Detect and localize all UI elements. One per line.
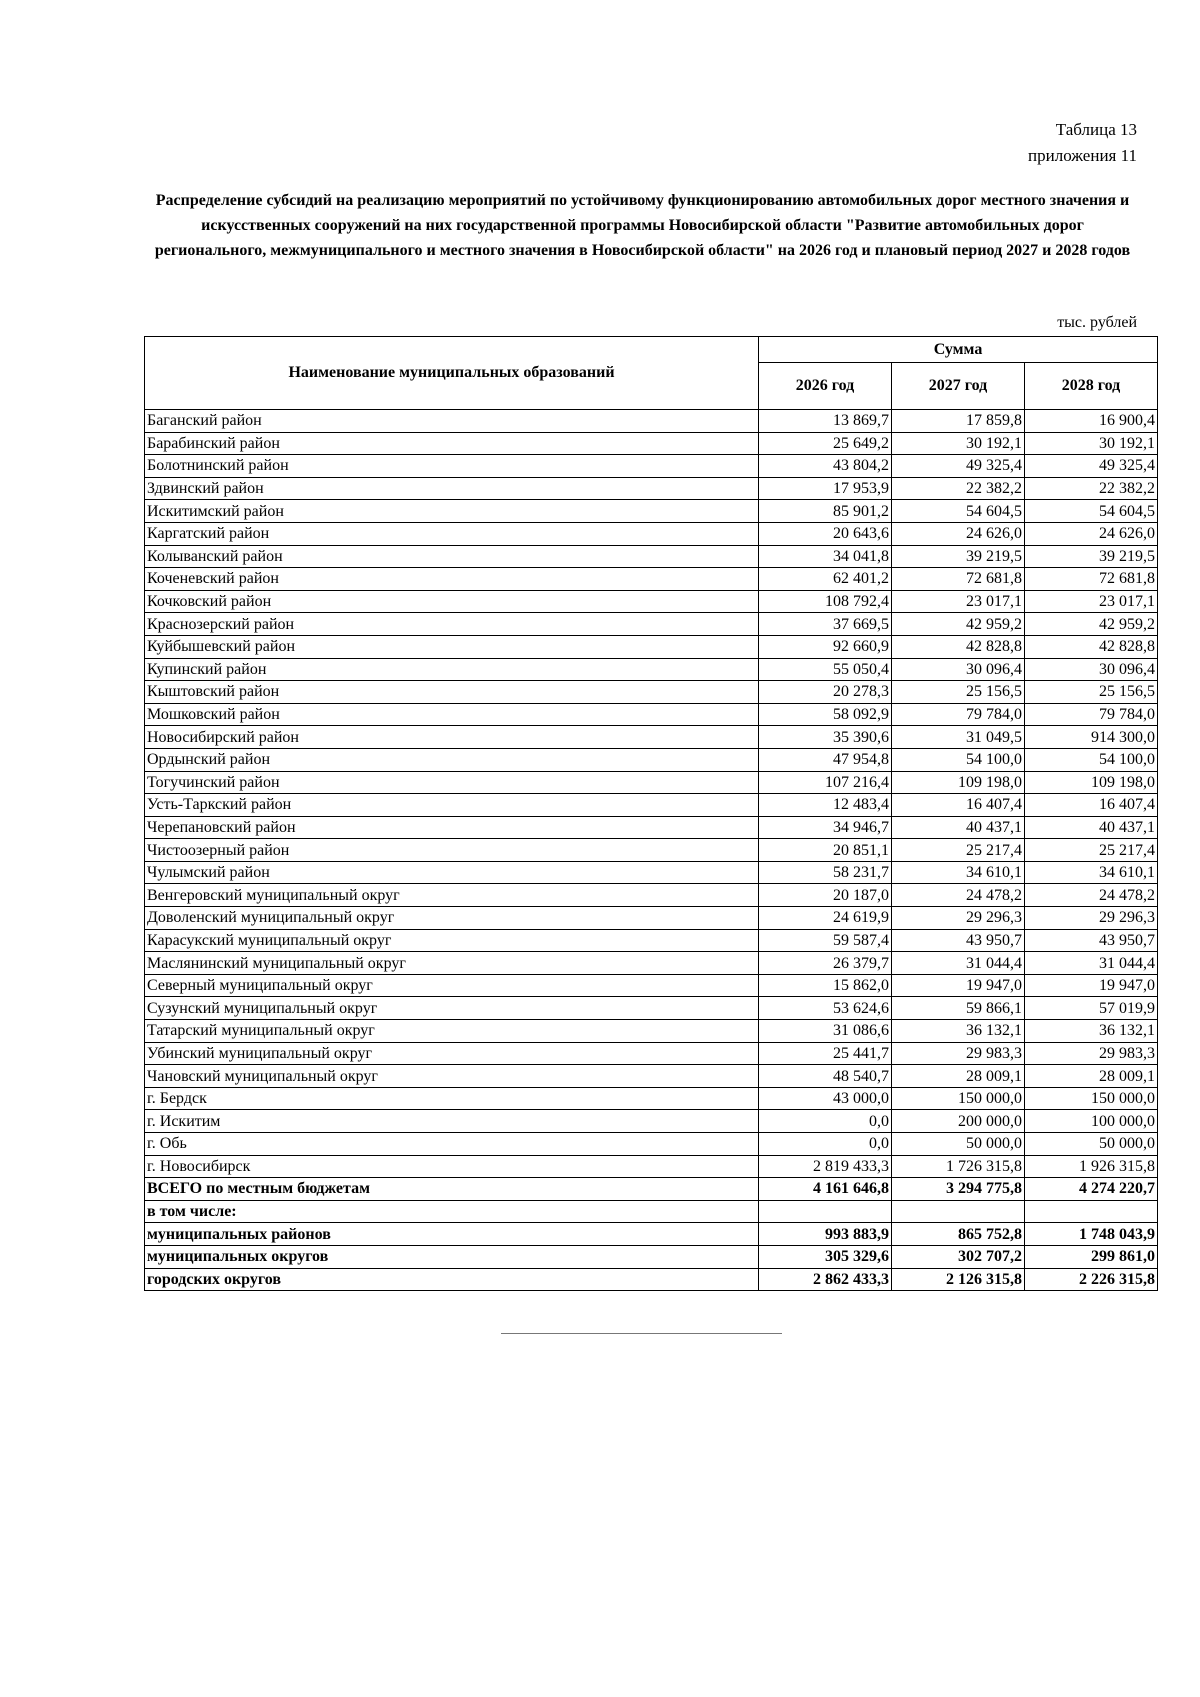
amount-2027-cell: 31 044,4	[892, 952, 1025, 975]
table-row	[145, 1155, 1158, 1178]
table-row	[145, 1110, 1158, 1133]
amount-2028-cell: 24 626,0	[1025, 522, 1158, 545]
municipality-name-cell: Новосибирский район	[145, 726, 759, 749]
municipality-name-cell: Куйбышевский район	[145, 635, 759, 658]
table-row	[145, 839, 1158, 862]
subsidy-table	[144, 336, 1158, 1291]
table-row	[145, 884, 1158, 907]
amount-2026-cell: 17 953,9	[759, 477, 892, 500]
municipality-name-cell: Чановский муниципальный округ	[145, 1065, 759, 1088]
amount-2026-cell: 53 624,6	[759, 997, 892, 1020]
municipality-name-cell: Мошковский район	[145, 703, 759, 726]
amount-2027-cell: 39 219,5	[892, 545, 1025, 568]
table-row	[145, 771, 1158, 794]
table-row	[145, 794, 1158, 817]
amount-2028-cell: 39 219,5	[1025, 545, 1158, 568]
table-total-row	[145, 1245, 1158, 1268]
municipality-name-cell: Баганский район	[145, 410, 759, 433]
table-row	[145, 929, 1158, 952]
amount-2027-cell: 42 959,2	[892, 613, 1025, 636]
amount-2028-cell: 109 198,0	[1025, 771, 1158, 794]
table-row	[145, 568, 1158, 591]
amount-2027-cell: 72 681,8	[892, 568, 1025, 591]
amount-2027-cell: 30 096,4	[892, 658, 1025, 681]
amount-2026-cell: 13 869,7	[759, 410, 892, 433]
amount-2027-cell: 34 610,1	[892, 861, 1025, 884]
amount-2026-cell: 26 379,7	[759, 952, 892, 975]
municipality-name-cell: Черепановский район	[145, 816, 759, 839]
table-row	[145, 455, 1158, 478]
amount-2028-cell: 25 217,4	[1025, 839, 1158, 862]
amount-2027-cell: 23 017,1	[892, 590, 1025, 613]
amount-2028-cell: 31 044,4	[1025, 952, 1158, 975]
municipality-name-cell: Коченевский район	[145, 568, 759, 591]
amount-2026-cell: 20 643,6	[759, 522, 892, 545]
amount-2028-cell: 36 132,1	[1025, 1020, 1158, 1043]
amount-2028-cell: 24 478,2	[1025, 884, 1158, 907]
table-row	[145, 545, 1158, 568]
annex-appendix-number: приложения 11	[1028, 146, 1137, 165]
amount-2027-cell: 54 604,5	[892, 500, 1025, 523]
amount-2027-cell: 50 000,0	[892, 1133, 1025, 1156]
table-row	[145, 500, 1158, 523]
amount-2027-cell: 49 325,4	[892, 455, 1025, 478]
municipality-name-cell: в том числе:	[145, 1200, 759, 1223]
table-row	[145, 658, 1158, 681]
municipality-name-cell: Карасукский муниципальный округ	[145, 929, 759, 952]
document-title: Распределение субсидий на реализацию мероприятий по устойчивому функционированию автомобильных дорог местного значения и искусственных сооружений на них государственной программы Новосибирской области "Развитие автомобильных дорог регионального, межмуниципального и местного значения в Новосибирской области" на 2026 год и плановый период 2027 и 2028 годов	[154, 192, 1131, 259]
amount-2026-cell: 34 946,7	[759, 816, 892, 839]
amount-2026-cell: 48 540,7	[759, 1065, 892, 1088]
amount-2027-cell: 302 707,2	[892, 1245, 1025, 1268]
table-row	[145, 410, 1158, 433]
amount-2027-cell: 29 296,3	[892, 907, 1025, 930]
amount-2026-cell	[759, 1200, 892, 1223]
amount-2028-cell: 49 325,4	[1025, 455, 1158, 478]
amount-2026-cell: 2 819 433,3	[759, 1155, 892, 1178]
amount-2027-cell: 17 859,8	[892, 410, 1025, 433]
amount-2028-cell: 1 926 315,8	[1025, 1155, 1158, 1178]
amount-2028-cell: 42 828,8	[1025, 635, 1158, 658]
amount-2027-cell: 24 626,0	[892, 522, 1025, 545]
table-total-row	[145, 1223, 1158, 1246]
municipality-name-cell: г. Бердск	[145, 1087, 759, 1110]
amount-2027-cell: 200 000,0	[892, 1110, 1025, 1133]
amount-2028-cell: 40 437,1	[1025, 816, 1158, 839]
amount-2028-cell: 16 900,4	[1025, 410, 1158, 433]
table-row	[145, 522, 1158, 545]
table-row	[145, 477, 1158, 500]
municipality-name-cell: Тогучинский район	[145, 771, 759, 794]
table-row	[145, 816, 1158, 839]
amount-2026-cell: 47 954,8	[759, 748, 892, 771]
amount-2027-cell: 43 950,7	[892, 929, 1025, 952]
units-label: тыс. рублей	[1057, 314, 1137, 331]
municipality-name-cell: Чулымский район	[145, 861, 759, 884]
amount-2028-cell: 299 861,0	[1025, 1245, 1158, 1268]
amount-2028-cell: 43 950,7	[1025, 929, 1158, 952]
municipality-name-cell: Каргатский район	[145, 522, 759, 545]
table-body	[145, 410, 1158, 1291]
amount-2027-cell: 40 437,1	[892, 816, 1025, 839]
amount-2028-cell: 42 959,2	[1025, 613, 1158, 636]
header-year-2026: 2026 год	[759, 363, 892, 410]
municipality-name-cell: Татарский муниципальный округ	[145, 1020, 759, 1043]
amount-2027-cell: 36 132,1	[892, 1020, 1025, 1043]
municipality-name-cell: Кочковский район	[145, 590, 759, 613]
table-row	[145, 1042, 1158, 1065]
amount-2027-cell: 54 100,0	[892, 748, 1025, 771]
municipality-name-cell: муниципальных районов	[145, 1223, 759, 1246]
amount-2028-cell: 57 019,9	[1025, 997, 1158, 1020]
table-total-row	[145, 1268, 1158, 1291]
municipality-name-cell: Маслянинский муниципальный округ	[145, 952, 759, 975]
amount-2026-cell: 4 161 646,8	[759, 1178, 892, 1201]
municipality-name-cell: Краснозерский район	[145, 613, 759, 636]
amount-2027-cell: 42 828,8	[892, 635, 1025, 658]
municipality-name-cell: городских округов	[145, 1268, 759, 1291]
amount-2027-cell: 1 726 315,8	[892, 1155, 1025, 1178]
amount-2028-cell: 79 784,0	[1025, 703, 1158, 726]
municipality-name-cell: Убинский муниципальный округ	[145, 1042, 759, 1065]
amount-2028-cell: 25 156,5	[1025, 681, 1158, 704]
amount-2026-cell: 34 041,8	[759, 545, 892, 568]
amount-2027-cell: 29 983,3	[892, 1042, 1025, 1065]
amount-2028-cell: 23 017,1	[1025, 590, 1158, 613]
amount-2028-cell: 34 610,1	[1025, 861, 1158, 884]
municipality-name-cell: Венгеровский муниципальный округ	[145, 884, 759, 907]
table-row	[145, 952, 1158, 975]
amount-2026-cell: 305 329,6	[759, 1245, 892, 1268]
amount-2028-cell: 30 192,1	[1025, 432, 1158, 455]
municipality-name-cell: Барабинский район	[145, 432, 759, 455]
amount-2026-cell: 55 050,4	[759, 658, 892, 681]
amount-2027-cell: 31 049,5	[892, 726, 1025, 749]
table-row	[145, 726, 1158, 749]
municipality-name-cell: Кыштовский район	[145, 681, 759, 704]
amount-2026-cell: 20 278,3	[759, 681, 892, 704]
amount-2026-cell: 35 390,6	[759, 726, 892, 749]
amount-2026-cell: 0,0	[759, 1133, 892, 1156]
amount-2028-cell: 28 009,1	[1025, 1065, 1158, 1088]
table-row	[145, 1020, 1158, 1043]
amount-2026-cell: 43 000,0	[759, 1087, 892, 1110]
amount-2026-cell: 31 086,6	[759, 1020, 892, 1043]
amount-2027-cell: 3 294 775,8	[892, 1178, 1025, 1201]
table-row	[145, 1133, 1158, 1156]
table-row	[145, 1065, 1158, 1088]
amount-2026-cell: 58 092,9	[759, 703, 892, 726]
amount-2026-cell: 25 649,2	[759, 432, 892, 455]
municipality-name-cell: Купинский район	[145, 658, 759, 681]
amount-2027-cell: 25 217,4	[892, 839, 1025, 862]
amount-2028-cell: 914 300,0	[1025, 726, 1158, 749]
header-municipality-name: Наименование муниципальных образований	[145, 337, 759, 410]
municipality-name-cell: Усть-Таркский район	[145, 794, 759, 817]
amount-2026-cell: 62 401,2	[759, 568, 892, 591]
amount-2026-cell: 20 851,1	[759, 839, 892, 862]
amount-2026-cell: 37 669,5	[759, 613, 892, 636]
amount-2028-cell	[1025, 1200, 1158, 1223]
amount-2026-cell: 43 804,2	[759, 455, 892, 478]
amount-2026-cell: 24 619,9	[759, 907, 892, 930]
amount-2027-cell: 16 407,4	[892, 794, 1025, 817]
amount-2028-cell: 72 681,8	[1025, 568, 1158, 591]
amount-2026-cell: 92 660,9	[759, 635, 892, 658]
table-row	[145, 997, 1158, 1020]
municipality-name-cell: Чистоозерный район	[145, 839, 759, 862]
amount-2028-cell: 4 274 220,7	[1025, 1178, 1158, 1201]
amount-2027-cell: 19 947,0	[892, 974, 1025, 997]
amount-2028-cell: 1 748 043,9	[1025, 1223, 1158, 1246]
amount-2028-cell: 150 000,0	[1025, 1087, 1158, 1110]
amount-2028-cell: 22 382,2	[1025, 477, 1158, 500]
header-year-2027: 2027 год	[892, 363, 1025, 410]
amount-2026-cell: 108 792,4	[759, 590, 892, 613]
amount-2027-cell: 24 478,2	[892, 884, 1025, 907]
amount-2027-cell: 865 752,8	[892, 1223, 1025, 1246]
amount-2028-cell: 30 096,4	[1025, 658, 1158, 681]
amount-2026-cell: 12 483,4	[759, 794, 892, 817]
amount-2026-cell: 20 187,0	[759, 884, 892, 907]
amount-2027-cell: 30 192,1	[892, 432, 1025, 455]
table-row	[145, 590, 1158, 613]
municipality-name-cell: Сузунский муниципальный округ	[145, 997, 759, 1020]
municipality-name-cell: Искитимский район	[145, 500, 759, 523]
municipality-name-cell: муниципальных округов	[145, 1245, 759, 1268]
municipality-name-cell: г. Искитим	[145, 1110, 759, 1133]
amount-2027-cell: 109 198,0	[892, 771, 1025, 794]
municipality-name-cell: Северный муниципальный округ	[145, 974, 759, 997]
table-row	[145, 974, 1158, 997]
header-sum: Сумма	[759, 337, 1158, 363]
header-year-2028: 2028 год	[1025, 363, 1158, 410]
end-separator-line	[501, 1333, 782, 1334]
municipality-name-cell: Здвинский район	[145, 477, 759, 500]
municipality-name-cell: ВСЕГО по местным бюджетам	[145, 1178, 759, 1201]
amount-2026-cell: 0,0	[759, 1110, 892, 1133]
table-row	[145, 613, 1158, 636]
amount-2027-cell: 79 784,0	[892, 703, 1025, 726]
amount-2028-cell: 16 407,4	[1025, 794, 1158, 817]
amount-2027-cell: 25 156,5	[892, 681, 1025, 704]
amount-2026-cell: 2 862 433,3	[759, 1268, 892, 1291]
annex-table-number: Таблица 13	[1055, 120, 1137, 139]
amount-2026-cell: 25 441,7	[759, 1042, 892, 1065]
amount-2028-cell: 100 000,0	[1025, 1110, 1158, 1133]
amount-2028-cell: 29 983,3	[1025, 1042, 1158, 1065]
amount-2028-cell: 54 100,0	[1025, 748, 1158, 771]
amount-2028-cell: 2 226 315,8	[1025, 1268, 1158, 1291]
amount-2026-cell: 993 883,9	[759, 1223, 892, 1246]
amount-2028-cell: 29 296,3	[1025, 907, 1158, 930]
municipality-name-cell: Ордынский район	[145, 748, 759, 771]
municipality-name-cell: г. Новосибирск	[145, 1155, 759, 1178]
table-row	[145, 1087, 1158, 1110]
table-row	[145, 432, 1158, 455]
table-row	[145, 703, 1158, 726]
annex-reference	[1028, 117, 1137, 169]
amount-2026-cell: 15 862,0	[759, 974, 892, 997]
table-row	[145, 861, 1158, 884]
amount-2027-cell	[892, 1200, 1025, 1223]
amount-2026-cell: 58 231,7	[759, 861, 892, 884]
amount-2026-cell: 107 216,4	[759, 771, 892, 794]
amount-2028-cell: 50 000,0	[1025, 1133, 1158, 1156]
amount-2026-cell: 85 901,2	[759, 500, 892, 523]
table-total-row	[145, 1200, 1158, 1223]
table-row	[145, 681, 1158, 704]
municipality-name-cell: Колыванский район	[145, 545, 759, 568]
municipality-name-cell: Доволенский муниципальный округ	[145, 907, 759, 930]
amount-2028-cell: 54 604,5	[1025, 500, 1158, 523]
amount-2028-cell: 19 947,0	[1025, 974, 1158, 997]
municipality-name-cell: г. Обь	[145, 1133, 759, 1156]
amount-2027-cell: 59 866,1	[892, 997, 1025, 1020]
table-row	[145, 907, 1158, 930]
amount-2026-cell: 59 587,4	[759, 929, 892, 952]
amount-2027-cell: 28 009,1	[892, 1065, 1025, 1088]
amount-2027-cell: 22 382,2	[892, 477, 1025, 500]
table-total-row	[145, 1178, 1158, 1201]
municipality-name-cell: Болотнинский район	[145, 455, 759, 478]
amount-2027-cell: 150 000,0	[892, 1087, 1025, 1110]
amount-2027-cell: 2 126 315,8	[892, 1268, 1025, 1291]
table-row	[145, 635, 1158, 658]
table-row	[145, 748, 1158, 771]
